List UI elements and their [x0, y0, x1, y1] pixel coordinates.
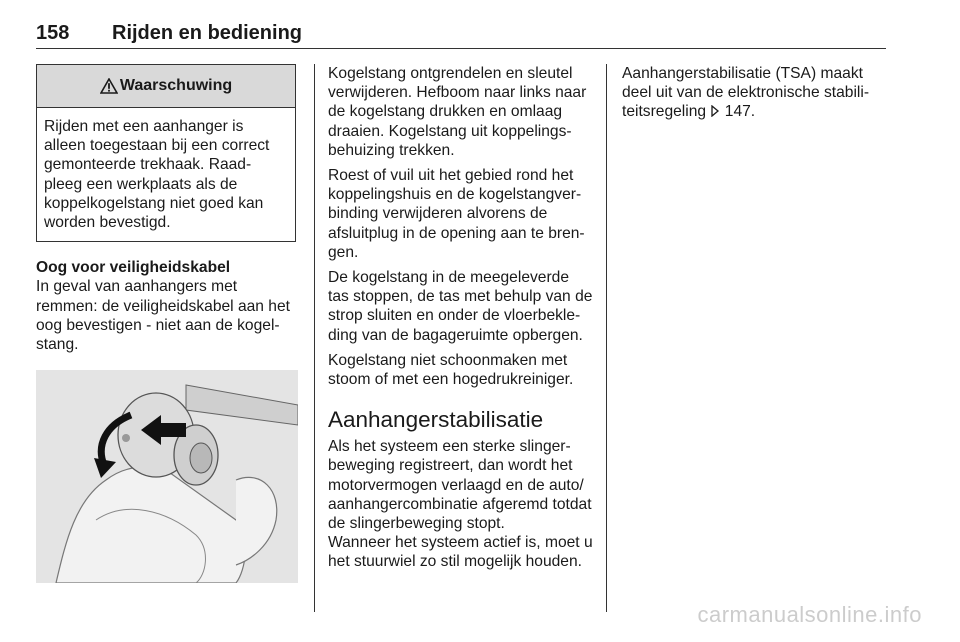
- paragraph-steering: Wanneer het systeem actief is, moet u het stuurwiel zo stil mogelijk houden.: [328, 534, 593, 571]
- page-reference[interactable]: 147.: [724, 103, 756, 121]
- warning-text: Rijden met een aanhanger is alleen toegestaan bij een correct gemonteerde trekhaak. Raad-pleeg een werkplaats als de koppelkogelstang niet goed kan worden bevestigd.: [44, 118, 270, 232]
- watermark: carmanualsonline.info: [697, 602, 922, 627]
- warning-header: [37, 65, 295, 108]
- paragraph-sway: Als het systeem een sterke slinger-beweging registreert, dan wordt het motorvermogen verlaagd en de auto/ aanhangercombinatie afgeremd totdat de slingerbeweging stopt.: [328, 438, 592, 533]
- warning-title: Waarschuwing: [119, 77, 233, 95]
- running-title: Rijden en bediening: [112, 22, 303, 44]
- column-divider-2: [606, 64, 607, 612]
- warning-triangle-icon: [100, 78, 118, 94]
- paragraph-store: De kogelstang in de meegeleverde tas stoppen, de tas met behulp van de strop sluiten en onder de vloerbekle-ding van de bagageruimte opbergen.: [328, 269, 593, 344]
- paragraph-no-steam: Kogelstang niet schoonmaken met stoom of met een hogedrukreiniger.: [328, 351, 574, 389]
- paragraph-unlock: Kogelstang ontgrendelen en sleutel verwijderen. Hefboom naar links naar de kogelstang drukken en omlaag draaien. Kogelstang uit koppelings-behuizing trekken.: [328, 65, 587, 159]
- column-1: [36, 64, 298, 387]
- column-2: [328, 64, 593, 572]
- paragraph-tsa: [622, 64, 884, 122]
- warning-box: [36, 64, 296, 242]
- page-header: [36, 18, 886, 49]
- illustration-removal: [36, 370, 298, 583]
- tsa-text: Aanhangerstabilisatie (TSA) maakt deel uit van de elektronische stabili-teitsregeling: [622, 65, 870, 121]
- illustration-drawing: [36, 370, 298, 583]
- paragraph-clean: Roest of vuil uit het gebied rond het koppelingshuis en de kogelstangver-binding verwijderen alvorens de afsluitplug in de opening aan te bren-gen.: [328, 167, 585, 261]
- column-3: [622, 64, 884, 122]
- page-number: 158: [36, 22, 70, 44]
- cross-reference-arrow-icon: [710, 105, 720, 117]
- paragraph-safety-cable: In geval van aanhangers met remmen: de veiligheidskabel aan het oog bevestigen - niet aan de kogel-stang.: [36, 278, 290, 354]
- section-heading-trailer-stability: Aanhangerstabilisatie: [328, 407, 544, 433]
- subheading-safety-cable: Oog voor veiligheidskabel: [36, 259, 231, 277]
- column-divider-1: [314, 64, 315, 612]
